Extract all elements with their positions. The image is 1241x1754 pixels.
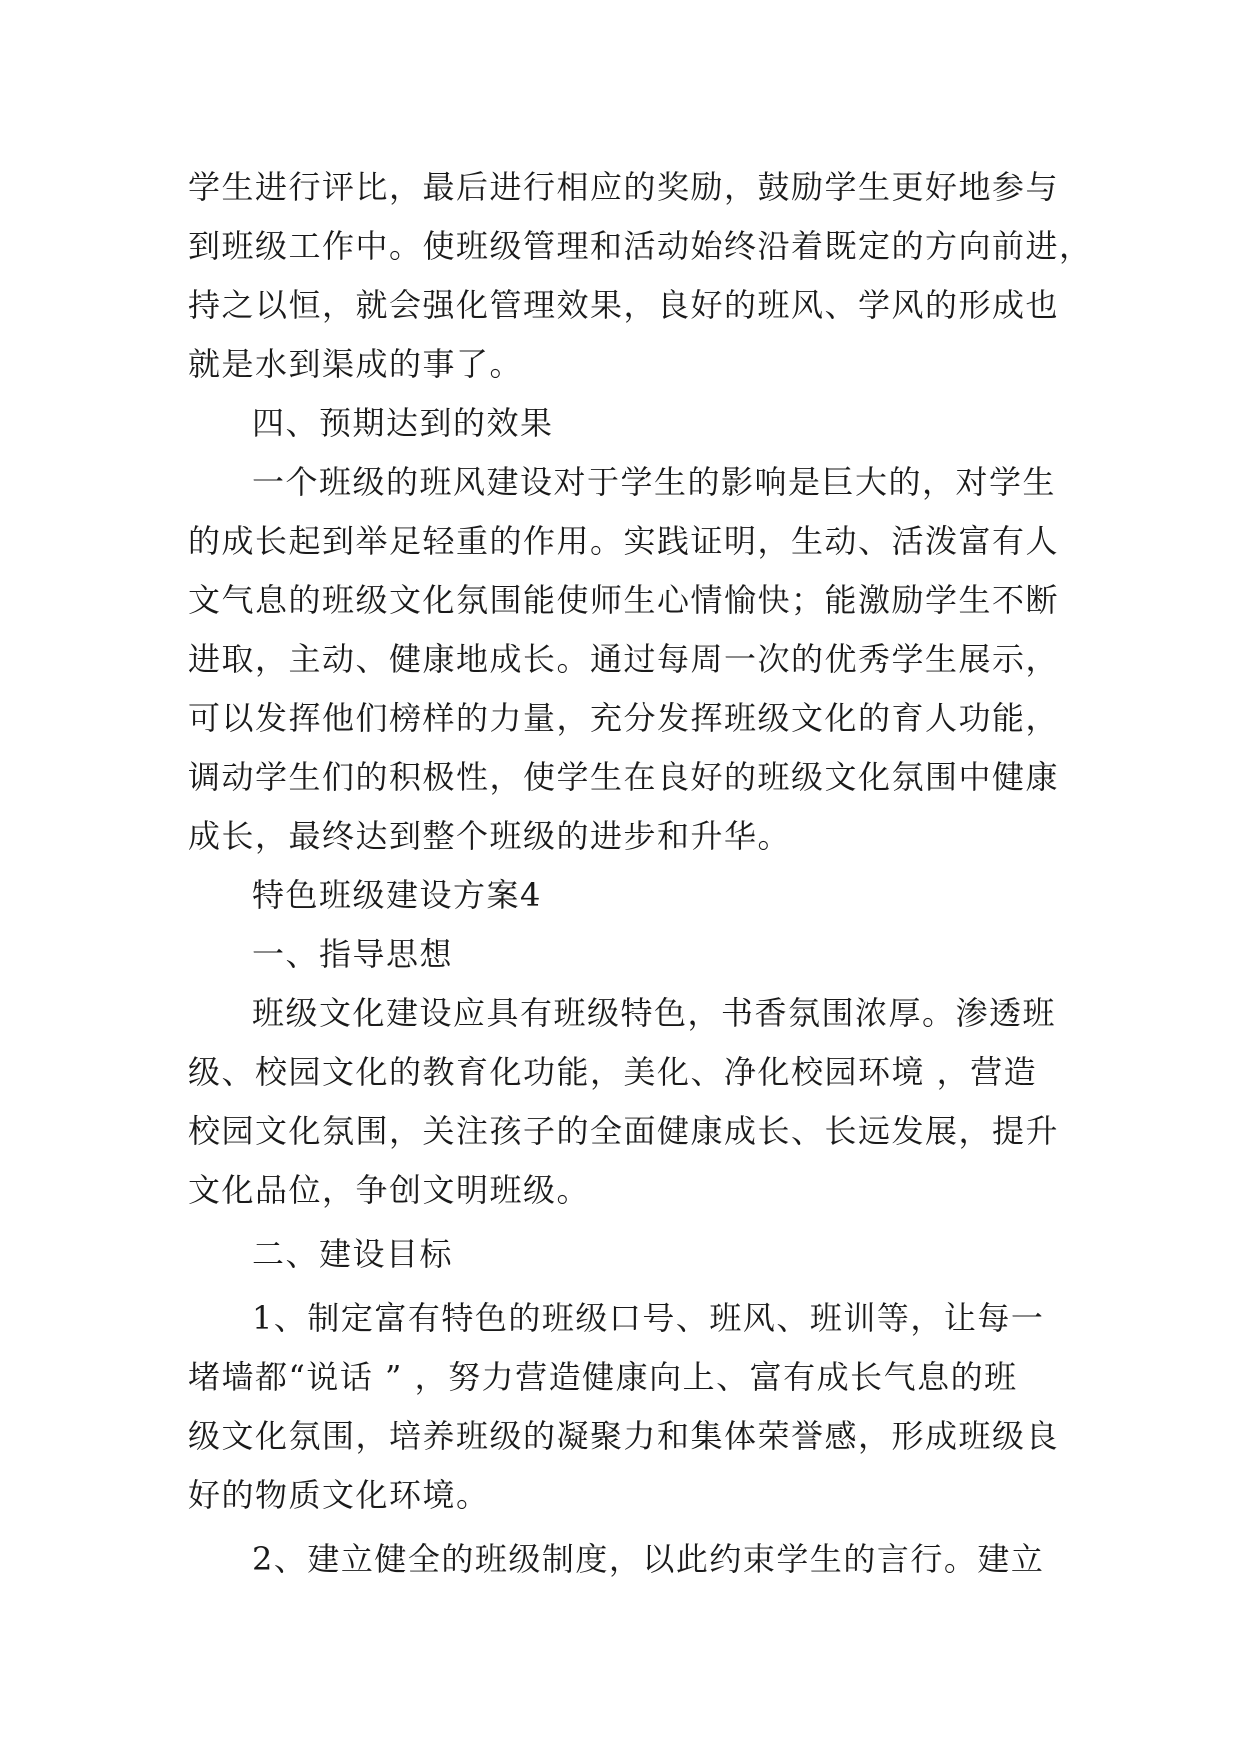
paragraph-line: 文化品位，争创文明班级。 <box>188 1171 591 1209</box>
paragraph-line: 级文化氛围，培养班级的凝聚力和集体荣誉感，形成班级良 <box>188 1417 1060 1455</box>
paragraph-line: 好的物质文化环境。 <box>188 1476 490 1514</box>
paragraph-line: 班级文化建设应具有班级特色，书香氛围浓厚。渗透班 <box>252 994 1057 1032</box>
paragraph-line: 调动学生们的积极性，使学生在良好的班级文化氛围中健康 <box>188 758 1060 796</box>
document-title: 特色班级建设方案4 <box>252 876 542 914</box>
paragraph-line: 的成长起到举足轻重的作用。实践证明，生动、活泼富有人 <box>188 522 1060 560</box>
paragraph-line: 进取，主动、健康地成长。通过每周一次的优秀学生展示， <box>188 640 1060 678</box>
paragraph-line: 一个班级的班风建设对于学生的影响是巨大的，对学生 <box>252 463 1057 501</box>
document-body <box>188 158 1093 1589</box>
paragraph-line: 持之以恒，就会强化管理效果，良好的班风、学风的形成也 <box>188 286 1060 324</box>
paragraph-line: 就是水到渠成的事了。 <box>188 345 524 383</box>
section-heading: 二、建设目标 <box>252 1235 454 1273</box>
list-item-line: 2、建立健全的班级制度，以此约束学生的言行。建立 <box>252 1540 1045 1578</box>
paragraph-line: 文气息的班级文化氛围能使师生心情愉快；能激励学生不断 <box>188 581 1060 619</box>
section-heading: 一、指导思想 <box>252 935 454 973</box>
paragraph-line: 学生进行评比，最后进行相应的奖励，鼓励学生更好地参与 <box>188 168 1060 206</box>
list-item-line: 1、制定富有特色的班级口号、班风、班训等，让每一 <box>252 1299 1045 1337</box>
paragraph-line: 到班级工作中。使班级管理和活动始终沿着既定的方向前进， <box>188 227 1093 265</box>
paragraph-line: 校园文化氛围，关注孩子的全面健康成长、长远发展，提升 <box>188 1112 1060 1150</box>
section-heading: 四、预期达到的效果 <box>252 404 554 442</box>
paragraph-line: 堵墙都“说话 ” ，努力营造健康向上、富有成长气息的班 <box>188 1358 1018 1396</box>
paragraph-line: 级、校园文化的教育化功能，美化、净化校园环境 ，营造 <box>188 1053 1038 1091</box>
paragraph-line: 成长，最终达到整个班级的进步和升华。 <box>188 817 792 855</box>
paragraph-line: 可以发挥他们榜样的力量，充分发挥班级文化的育人功能， <box>188 699 1060 737</box>
